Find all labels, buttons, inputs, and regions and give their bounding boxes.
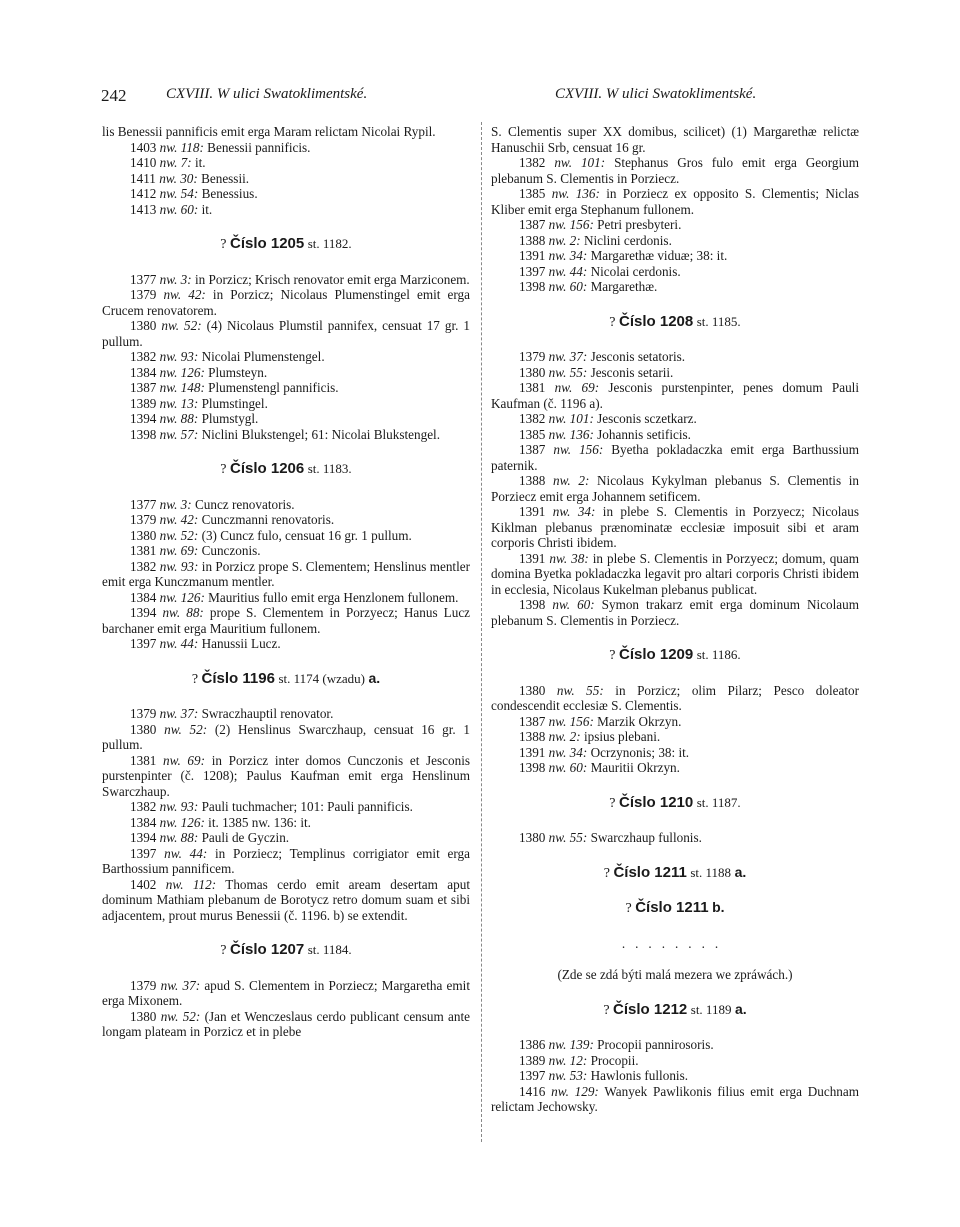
entry-reference: nw. 139: (548, 1037, 594, 1052)
entry-text: (3) Cuncz fulo, censuat 16 gr. 1 pullum. (201, 527, 412, 543)
section-heading (102, 942, 470, 959)
entry-text: Margarethæ viduæ; 38: it. (590, 248, 728, 263)
register-entry (491, 1053, 859, 1069)
register-entry (102, 272, 470, 288)
entry-year: 1391 (519, 504, 546, 519)
register-entry (491, 349, 859, 365)
editorial-note: (Zde se zdá býti malá mezera we zpráwách.) (557, 967, 793, 982)
entry-year: 1385 (519, 186, 546, 201)
entry-text: prope S. Clementem in Porzyecz; Hanus Lucz barchaner emit erga Mauritium fullonem. (102, 605, 471, 636)
entry-text: Cunczonis. (201, 543, 261, 558)
entry-reference: nw. 93: (159, 558, 199, 574)
entry-reference: nw. 53: (548, 1068, 588, 1083)
register-entry (491, 279, 859, 295)
entry-reference: nw. 136: (551, 186, 600, 201)
heading-suffix: b. (712, 899, 725, 915)
entry-year: 1388 (519, 232, 546, 248)
register-entry (102, 978, 470, 1009)
entry-year: 1386 (519, 1037, 546, 1052)
entry-text: Jesconis setatoris. (590, 349, 686, 364)
entry-text: Nicolai cerdonis. (590, 263, 681, 279)
entry-reference: nw. 54: (159, 186, 199, 201)
register-entry (102, 753, 470, 800)
heading-old-number: st. 1186. (696, 647, 741, 662)
entry-year: 1377 (130, 496, 157, 512)
entry-text: Plumstygl. (201, 411, 259, 426)
heading-old-number: st. 1182. (307, 236, 352, 251)
register-entry (102, 512, 470, 528)
entry-reference: nw. 69: (159, 543, 199, 558)
entry-text: Cuncz renovatoris. (194, 496, 295, 512)
register-entry (102, 559, 470, 590)
entry-text: in Porziecz; Templinus corrigiator emit erga Barthossium pannificem. (102, 845, 470, 876)
entry-reference: nw. 101: (554, 155, 606, 170)
entry-text: Ocrzynonis; 38: it. (590, 744, 690, 760)
heading-query-mark: ? (609, 648, 616, 663)
register-entry (491, 1084, 859, 1115)
section-heading (491, 795, 859, 812)
entry-year: 1394 (130, 830, 157, 845)
entry-reference: nw. 37: (159, 706, 199, 721)
entry-year: 1387 (130, 380, 157, 395)
entry-year: 1387 (519, 217, 546, 232)
heading-number: Číslo 1206 (230, 460, 305, 477)
entry-text: Stephanus Gros fulo emit erga Georgium plebanum S. Clementis in Porziecz. (491, 155, 859, 186)
entry-text: Niclini cerdonis. (583, 232, 672, 248)
register-entry (491, 186, 859, 217)
entry-reference: nw. 88: (159, 411, 199, 426)
heading-query-mark: ? (625, 901, 632, 916)
entry-reference: nw. 126: (159, 814, 205, 830)
paragraph-text: S. Clementis super XX domibus, scilicet) (1) Margarethæ relictæ Hanuschii Srb, censuat 16 gr. (491, 124, 859, 155)
register-entry (102, 830, 470, 846)
entry-year: 1379 (130, 512, 157, 527)
section-heading (491, 900, 859, 917)
register-entry (491, 365, 859, 381)
entry-reference: nw. 156: (553, 442, 604, 457)
register-entry (102, 427, 470, 443)
register-entry (102, 171, 470, 187)
entry-text: Thomas cerdo emit aream desertam aput dominum Mathiam plebanum de Borotycz retro domum suam et sibi adjacentem, prout murus Benessii (č. 1196. b) se extendit. (102, 876, 470, 923)
register-entry (102, 396, 470, 412)
entry-year: 1389 (519, 1052, 546, 1068)
entry-year: 1387 (519, 442, 546, 457)
heading-number: Číslo 1196 (201, 669, 275, 687)
entry-year: 1382 (519, 411, 546, 426)
entry-year: 1388 (519, 473, 546, 488)
register-entry (491, 1037, 859, 1053)
entry-year: 1381 (519, 380, 546, 395)
heading-query-mark: ? (220, 943, 227, 958)
right-column (491, 124, 859, 1115)
register-entry (491, 597, 859, 628)
entry-text: in plebe S. Clementis in Porzyecz; Nicolaus Kiklman plebanus prænominatæ ecclesiæ imposuit sibi et aram corporis Christi ibidem. (491, 504, 860, 550)
register-entry (491, 155, 859, 186)
running-head-left: CXVIII. W ulici Swatoklimentské. (166, 86, 368, 102)
entry-year: 1388 (519, 729, 546, 744)
entry-reference: nw. 60: (548, 760, 588, 775)
entry-reference: nw. 2: (553, 473, 590, 488)
entry-reference: nw. 34: (548, 744, 588, 760)
entry-reference: nw. 52: (161, 318, 202, 333)
entry-reference: nw. 101: (548, 411, 594, 426)
register-entry (491, 411, 859, 427)
register-entry (102, 497, 470, 513)
register-entry (102, 318, 470, 349)
heading-number: Číslo 1210 (619, 793, 694, 811)
heading-number: Číslo 1208 (619, 312, 694, 330)
entry-reference: nw. 126: (159, 589, 205, 605)
entry-reference: nw. 2: (548, 729, 581, 744)
register-entry (102, 590, 470, 606)
entry-year: 1397 (130, 636, 157, 651)
register-entry (102, 186, 470, 202)
entry-year: 1380 (130, 721, 157, 737)
entry-reference: nw. 37: (548, 349, 588, 364)
entry-text: Swarczhaup fullonis. (590, 830, 702, 845)
register-entry (491, 380, 859, 411)
register-entry (102, 636, 470, 652)
entry-reference: nw. 30: (159, 170, 198, 186)
entry-year: 1412 (130, 186, 157, 201)
entry-year: 1397 (519, 263, 546, 279)
entry-reference: nw. 129: (551, 1083, 599, 1099)
register-entry (491, 442, 859, 473)
entry-reference: nw. 60: (548, 279, 588, 294)
entry-text: Hawlonis fullonis. (590, 1068, 689, 1083)
entry-text: in Porziecz ex opposito S. Clementis; Niclas Kliber emit erga Stephanum fullonem. (491, 186, 860, 217)
register-entry (102, 380, 470, 396)
entry-text: Mauritius fullo emit erga Henzlonem fullonem. (208, 589, 459, 605)
entry-text: Benessius. (201, 186, 258, 201)
entry-year: 1387 (519, 713, 546, 729)
register-entry (102, 846, 470, 877)
entry-year: 1381 (130, 543, 157, 558)
entry-reference: nw. 60: (159, 201, 199, 217)
entry-text: Petri presbyteri. (597, 217, 682, 232)
heading-query-mark: ? (609, 314, 616, 330)
register-entry (102, 605, 470, 636)
entry-text: Plumsteyn. (208, 364, 268, 380)
entry-year: 1391 (519, 550, 546, 566)
heading-old-number: st. 1183. (307, 461, 352, 476)
entry-year: 1398 (130, 426, 157, 442)
entry-year: 1413 (130, 201, 157, 217)
entry-text: Symon trakarz emit erga dominum Nicolaum plebanum S. Clementis in Porziecz. (491, 597, 860, 628)
section-heading (491, 314, 859, 331)
entry-reference: nw. 2: (548, 232, 581, 248)
entry-reference: nw. 148: (159, 380, 205, 395)
page-number: 242 (101, 86, 127, 105)
register-entry (491, 473, 859, 504)
register-entry (491, 248, 859, 264)
section-heading (491, 647, 859, 664)
register-entry (491, 760, 859, 776)
entry-text: Johannis setificis. (597, 426, 691, 442)
entry-text: Byetha pokladaczka emit erga Barthussium paternik. (491, 442, 860, 473)
entry-text: in Porzicz; Krisch renovator emit erga Marziconem. (194, 271, 470, 287)
entry-reference: nw. 55: (548, 830, 588, 845)
section-heading (491, 1002, 859, 1019)
register-entry (491, 1068, 859, 1084)
entry-text: Hanussii Lucz. (201, 636, 281, 651)
register-entry (491, 729, 859, 745)
heading-suffix: a. (368, 669, 381, 686)
entry-reference: nw. 126: (159, 364, 205, 380)
entry-year: 1382 (130, 558, 157, 574)
entry-text: Cunczmanni renovatoris. (201, 512, 335, 527)
entry-year: 1379 (130, 706, 157, 721)
entry-reference: nw. 38: (549, 550, 589, 566)
heading-old-number: st. 1185. (696, 313, 741, 329)
entry-text: Jesconis setarii. (590, 364, 674, 380)
entry-year: 1380 (130, 527, 157, 543)
entry-year: 1377 (130, 271, 157, 287)
entry-text: it. (194, 155, 206, 170)
section-heading (102, 236, 470, 253)
entry-reference: nw. 69: (554, 380, 600, 395)
register-entry (102, 411, 470, 427)
entry-year: 1403 (130, 139, 157, 155)
entry-text: Margarethæ. (590, 279, 658, 294)
register-entry (102, 706, 470, 722)
entry-text: (Jan et Wenczeslaus cerdo publicant censum ante longam plateam in Porzicz et in plebe (102, 1008, 471, 1039)
entry-reference: nw. 88: (162, 605, 204, 620)
register-entry (102, 365, 470, 381)
entry-text: (2) Henslinus Swarczhaup, censuat 16 gr. 1 pullum. (102, 721, 471, 752)
entry-text: in plebe S. Clementis in Porzyecz; domum, quam domina Byetka pokladaczka legavit pro altari corporis Christi ibidem in ecclesia, Nicolaus Kukelman plebanus publicat. (491, 550, 859, 597)
entry-reference: nw. 42: (159, 512, 199, 527)
entry-year: 1394 (130, 411, 157, 426)
heading-query-mark: ? (609, 795, 616, 811)
entry-year: 1394 (130, 605, 157, 620)
entry-year: 1397 (519, 1068, 546, 1083)
entry-year: 1379 (130, 977, 157, 993)
entry-year: 1398 (519, 279, 546, 294)
heading-query-mark: ? (220, 462, 227, 477)
register-entry (102, 140, 470, 156)
entry-reference: nw. 136: (548, 426, 594, 442)
heading-number: Číslo 1211 (613, 863, 687, 881)
entry-reference: nw. 52: (164, 721, 208, 737)
entry-year: 1389 (130, 395, 157, 411)
heading-old-number: st. 1184. (307, 942, 352, 957)
entry-year: 1397 (130, 845, 157, 861)
entry-text: Nicolaus Kykylman plebanus S. Clementis in Porziecz emit erga Johannem setificem. (491, 473, 859, 504)
entry-text: in Porzicz; olim Pilarz; Pesco doleator condescendit ecclesiæ S. Clementis. (491, 682, 860, 713)
entry-year: 1391 (519, 248, 546, 263)
entry-year: 1380 (519, 682, 546, 698)
entry-reference: nw. 118: (159, 139, 204, 155)
heading-query-mark: ? (191, 671, 199, 687)
entry-reference: nw. 7: (159, 155, 192, 170)
entry-reference: nw. 156: (548, 713, 594, 729)
entry-year: 1382 (130, 349, 157, 364)
entry-year: 1380 (519, 364, 546, 380)
entry-text: ipsius plebani. (583, 729, 661, 744)
register-entry (102, 722, 470, 753)
entry-reference: nw. 55: (556, 682, 604, 698)
entry-year: 1384 (130, 589, 157, 605)
entry-year: 1385 (519, 426, 546, 442)
register-entry (491, 551, 859, 598)
entry-reference: nw. 60: (552, 597, 595, 612)
section-heading (102, 671, 470, 688)
entry-year: 1379 (519, 349, 546, 364)
section-heading (102, 461, 470, 478)
entry-year: 1381 (130, 752, 157, 768)
entry-text: Niclini Blukstengel; 61: Nicolai Blukstengel. (201, 426, 441, 442)
register-entry (102, 155, 470, 171)
heading-old-number: st. 1189 (690, 1001, 732, 1017)
heading-old-number: st. 1174 (wzadu) (278, 670, 365, 686)
entry-year: 1384 (130, 814, 157, 830)
entry-text: Jesconis purstenpinter, penes domum Pauli Kaufman (č. 1196 a). (491, 380, 859, 411)
register-entry (491, 683, 859, 714)
entry-text: Marzik Okrzyn. (597, 713, 682, 729)
entry-text: Pauli tuchmacher; 101: Pauli pannificis. (201, 799, 413, 814)
heading-suffix: a. (734, 1000, 747, 1017)
entry-text: in Porzicz inter domos Cunczonis et Jesconis purstenpinter (č. 1208); Paulus Kaufman emit erga Henslinum Swarczhaup. (102, 752, 470, 799)
ellipsis-dots: ........ (621, 935, 729, 951)
heading-number: Číslo 1211 (635, 899, 709, 916)
heading-number: Číslo 1209 (619, 646, 694, 663)
entry-text: in Porzicz; Nicolaus Plumenstingel emit erga Crucem renovatorem. (102, 287, 470, 318)
entry-reference: nw. 37: (160, 977, 201, 993)
entry-reference: nw. 52: (159, 527, 199, 543)
entry-text: Swraczhauptil renovator. (201, 706, 334, 721)
entry-reference: nw. 93: (159, 799, 199, 814)
register-entry (102, 202, 470, 218)
register-entry (491, 714, 859, 730)
entry-reference: nw. 12: (548, 1052, 588, 1068)
entry-reference: nw. 13: (159, 395, 199, 411)
entry-text: Benessii. (201, 170, 250, 186)
entry-text: apud S. Clementem in Porziecz; Margaretha emit erga Mixonem. (102, 977, 470, 1008)
entry-text: it. 1385 nw. 136: it. (208, 814, 311, 830)
entry-year: 1398 (519, 597, 546, 612)
entry-year: 1380 (130, 318, 157, 333)
entry-year: 1380 (519, 830, 546, 845)
entry-reference: nw. 57: (159, 426, 199, 442)
entry-reference: nw. 34: (548, 248, 588, 263)
entry-text: Wanyek Pawlikonis filius emit erga Duchnam relictam Jechowsky. (491, 1083, 860, 1114)
entry-reference: nw. 112: (165, 876, 217, 892)
register-entry (102, 543, 470, 559)
entry-text: Benessii pannificis. (207, 139, 311, 155)
entry-year: 1416 (519, 1083, 546, 1099)
register-entry (491, 504, 859, 551)
left-column (102, 124, 470, 1040)
entry-reference: nw. 156: (548, 217, 594, 232)
register-entry (491, 830, 859, 846)
register-entry (102, 1009, 470, 1040)
entry-text: Mauritii Okrzyn. (590, 760, 680, 775)
register-entry (491, 217, 859, 233)
heading-query-mark: ? (220, 237, 227, 252)
heading-number: Číslo 1212 (613, 1000, 688, 1018)
entry-year: 1402 (130, 876, 157, 892)
entry-text: Jesconis sczetkarz. (597, 411, 697, 426)
entry-reference: nw. 44: (159, 636, 199, 651)
register-entry (102, 815, 470, 831)
heading-query-mark: ? (603, 865, 610, 881)
heading-query-mark: ? (603, 1002, 610, 1018)
entry-reference: nw. 44: (164, 845, 208, 861)
register-entry (491, 264, 859, 280)
entry-reference: nw. 69: (163, 752, 206, 768)
entry-year: 1382 (130, 799, 157, 814)
entry-reference: nw. 52: (160, 1008, 201, 1024)
entry-reference: nw. 88: (159, 830, 199, 845)
register-entry (102, 528, 470, 544)
entry-reference: nw. 55: (548, 364, 588, 380)
entry-text: Nicolai Plumenstengel. (201, 349, 325, 364)
entry-text: in Porzicz prope S. Clementem; Henslinus mentler emit erga Kunczmanum mentler. (102, 558, 470, 589)
entry-reference: nw. 44: (548, 263, 588, 279)
entry-text: it. (201, 201, 213, 217)
entry-reference: nw. 42: (163, 287, 206, 302)
entry-text: Plumenstengl pannificis. (208, 380, 339, 395)
running-head-right: CXVIII. W ulici Swatoklimentské. (555, 86, 757, 102)
entry-year: 1391 (519, 744, 546, 760)
heading-old-number: st. 1187. (696, 794, 741, 810)
entry-year: 1380 (130, 1008, 157, 1024)
entry-reference: nw. 3: (159, 496, 192, 512)
entry-reference: nw. 34: (552, 504, 596, 519)
heading-number: Číslo 1205 (230, 235, 305, 252)
entry-reference: nw. 93: (159, 349, 199, 364)
register-entry (102, 799, 470, 815)
entry-year: 1398 (519, 760, 546, 775)
entry-text: (4) Nicolaus Plumstil pannifex, censuat 17 gr. 1 pullum. (102, 318, 470, 349)
register-entry (102, 877, 470, 924)
heading-old-number: st. 1188 (690, 864, 732, 880)
entry-text: Pauli de Gyczin. (201, 830, 290, 845)
entry-year: 1411 (130, 170, 156, 186)
register-entry (491, 427, 859, 443)
entry-text: Procopii. (590, 1052, 639, 1068)
section-heading (491, 865, 859, 882)
register-entry (491, 233, 859, 249)
entry-year: 1384 (130, 364, 157, 380)
entry-year: 1382 (519, 155, 546, 170)
register-entry (491, 745, 859, 761)
entry-text: Procopii pannirosoris. (597, 1037, 714, 1052)
register-entry (102, 287, 470, 318)
paragraph-text: lis Benessii pannificis emit erga Maram relictam Nicolai Rypil. (102, 124, 436, 139)
entry-year: 1379 (130, 287, 157, 302)
entry-year: 1410 (130, 155, 157, 170)
entry-reference: nw. 3: (159, 271, 192, 287)
column-divider (481, 122, 482, 1142)
heading-number: Číslo 1207 (230, 941, 305, 958)
heading-suffix: a. (734, 863, 747, 880)
register-entry (102, 349, 470, 365)
entry-text: Plumstingel. (201, 395, 268, 411)
